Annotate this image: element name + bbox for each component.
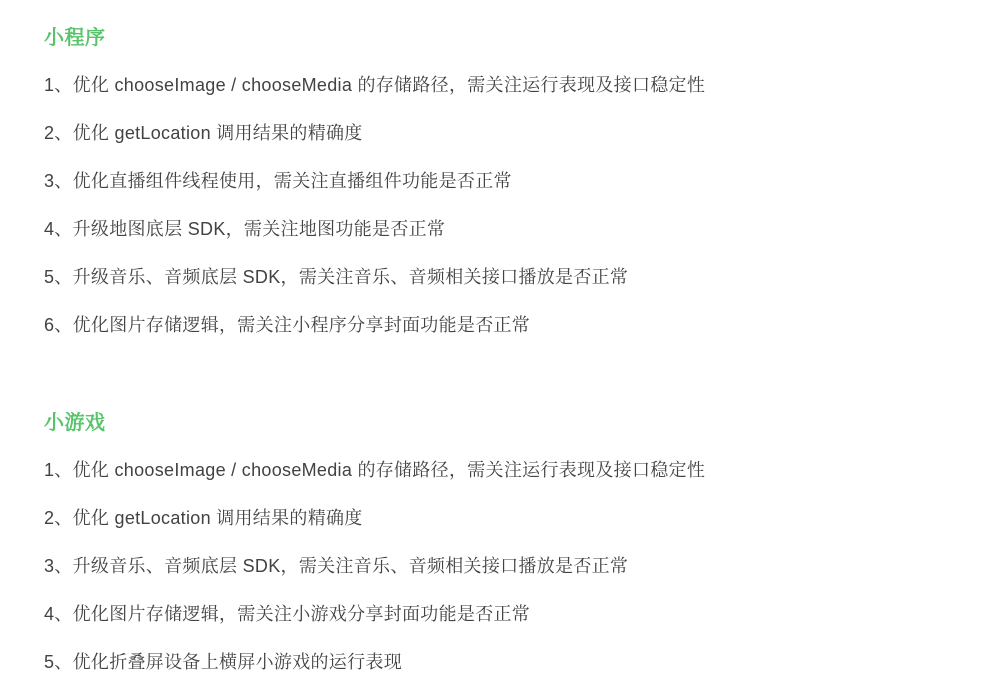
changelog-item: 3、升级音乐、音频底层 SDK，需关注音乐、音频相关接口播放是否正常: [44, 556, 629, 576]
changelog-item: 2、优化 getLocation 调用结果的精确度: [44, 508, 363, 528]
changelog-item: 2、优化 getLocation 调用结果的精确度: [44, 123, 363, 143]
section-title: 小程序: [44, 27, 106, 49]
section-item-list: [44, 460, 982, 672]
changelog-item: 1、优化 chooseImage / chooseMedia 的存储路径，需关注运行表现及接口稳定性: [44, 75, 706, 95]
changelog-item: 6、优化图片存储逻辑，需关注小程序分享封面功能是否正常: [44, 315, 531, 335]
changelog-item: 5、升级音乐、音频底层 SDK，需关注音乐、音频相关接口播放是否正常: [44, 267, 629, 287]
changelog-item: 3、优化直播组件线程使用，需关注直播组件功能是否正常: [44, 171, 512, 191]
changelog-section: [44, 411, 982, 672]
changelog-item: 4、升级地图底层 SDK，需关注地图功能是否正常: [44, 219, 446, 239]
section-item-list: [44, 75, 982, 335]
changelog-sections: [44, 26, 982, 672]
changelog-item: 1、优化 chooseImage / chooseMedia 的存储路径，需关注运行表现及接口稳定性: [44, 460, 706, 480]
changelog-section: [44, 26, 982, 335]
changelog-item: 5、优化折叠屏设备上横屏小游戏的运行表现: [44, 652, 403, 672]
changelog-item: 4、优化图片存储逻辑，需关注小游戏分享封面功能是否正常: [44, 604, 531, 624]
section-title: 小游戏: [44, 412, 106, 434]
